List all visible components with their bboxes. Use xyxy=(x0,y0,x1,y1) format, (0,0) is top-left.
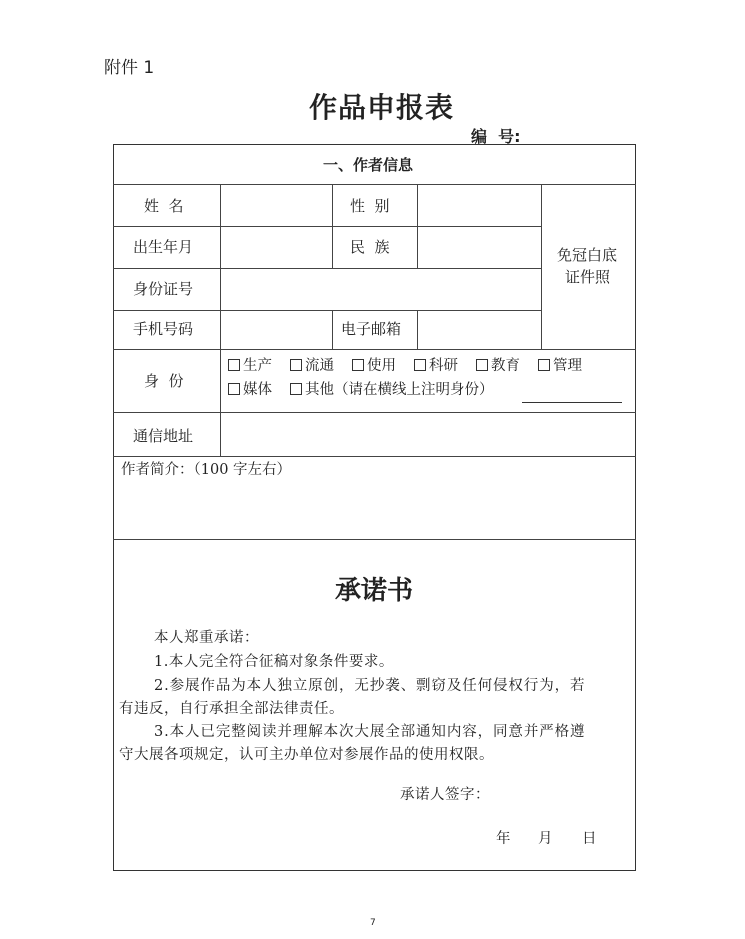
pledge-item-2-cont: 有违反，自行承担全部法律责任。 xyxy=(119,701,344,717)
photo-area[interactable] xyxy=(543,186,635,348)
date-year-label: 年 xyxy=(496,831,511,847)
serial-number-label: 编 号: xyxy=(471,127,521,146)
section-header-author-info: 一、作者信息 xyxy=(323,156,414,174)
author-bio-label: 作者简介：（100 字左右） xyxy=(121,462,292,478)
checkbox-icon[interactable] xyxy=(538,359,550,371)
id-number-label: 身份证号 xyxy=(133,280,194,298)
photo-note-line2: 证件照 xyxy=(565,268,611,286)
column-divider xyxy=(332,310,333,349)
row-divider xyxy=(113,226,541,227)
author-bio-field[interactable] xyxy=(115,482,634,537)
row-divider xyxy=(113,349,636,350)
phone-field[interactable] xyxy=(222,312,331,348)
id-number-field[interactable] xyxy=(222,270,540,309)
date-month-label: 月 xyxy=(538,831,553,847)
identity-option[interactable]: 生产 xyxy=(228,357,272,375)
identity-option-other[interactable]: 其他（请在横线上注明身份） xyxy=(290,381,494,399)
address-label: 通信地址 xyxy=(133,427,194,445)
column-divider xyxy=(417,184,418,268)
signature-label: 承诺人签字： xyxy=(400,787,490,803)
photo-note-line1: 免冠白底 xyxy=(557,246,618,264)
address-field[interactable] xyxy=(222,414,634,455)
form-title: 作品申报表 xyxy=(309,91,455,124)
name-label: 姓 名 xyxy=(144,197,184,215)
pledge-item-3: 3.本人已完整阅读并理解本次大展全部通知内容，同意并严格遵 xyxy=(154,724,586,740)
row-divider xyxy=(113,268,541,269)
row-divider xyxy=(113,539,636,540)
row-divider xyxy=(113,310,541,311)
column-divider xyxy=(541,184,542,349)
checkbox-icon[interactable] xyxy=(414,359,426,371)
identity-options-row-2 xyxy=(228,381,512,399)
identity-options-row-1 xyxy=(228,357,582,375)
pledge-title: 承诺书 xyxy=(335,576,414,606)
checkbox-icon[interactable] xyxy=(290,359,302,371)
pledge-item-1: 1.本人完全符合征稿对象条件要求。 xyxy=(154,654,394,670)
name-field[interactable] xyxy=(222,186,331,225)
attachment-label: 附件 1 xyxy=(104,58,155,78)
row-divider xyxy=(113,412,636,413)
identity-label: 身 份 xyxy=(144,372,184,390)
column-divider xyxy=(332,184,333,268)
row-divider xyxy=(113,184,636,185)
row-divider xyxy=(113,456,636,457)
identity-option[interactable]: 流通 xyxy=(290,357,334,375)
gender-label: 性 别 xyxy=(350,197,390,215)
identity-option[interactable]: 科研 xyxy=(414,357,458,375)
email-label: 电子邮箱 xyxy=(341,320,402,338)
identity-option[interactable]: 媒体 xyxy=(228,381,272,399)
checkbox-icon[interactable] xyxy=(228,383,240,395)
other-identity-blank-line[interactable] xyxy=(522,402,622,403)
phone-label: 手机号码 xyxy=(133,320,194,338)
column-divider xyxy=(417,310,418,349)
pledge-item-2: 2.参展作品为本人独立原创，无抄袭、剽窃及任何侵权行为，若 xyxy=(154,678,586,694)
checkbox-icon[interactable] xyxy=(290,383,302,395)
ethnicity-field[interactable] xyxy=(419,228,540,267)
pledge-intro: 本人郑重承诺： xyxy=(154,630,259,646)
birth-date-label: 出生年月 xyxy=(133,238,194,256)
gender-field[interactable] xyxy=(419,186,540,225)
checkbox-icon[interactable] xyxy=(476,359,488,371)
identity-option[interactable]: 教育 xyxy=(476,357,520,375)
pledge-item-3-cont: 守大展各项规定，认可主办单位对参展作品的使用权限。 xyxy=(119,747,494,763)
checkbox-icon[interactable] xyxy=(352,359,364,371)
identity-option[interactable]: 管理 xyxy=(538,357,582,375)
checkbox-icon[interactable] xyxy=(228,359,240,371)
birth-date-field[interactable] xyxy=(222,228,331,267)
ethnicity-label: 民 族 xyxy=(350,238,390,256)
page-number: 7 xyxy=(370,918,376,928)
signature-field[interactable] xyxy=(500,783,620,807)
date-day-label: 日 xyxy=(582,831,597,847)
email-field[interactable] xyxy=(419,312,540,348)
identity-option[interactable]: 使用 xyxy=(352,357,396,375)
column-divider xyxy=(220,184,221,456)
